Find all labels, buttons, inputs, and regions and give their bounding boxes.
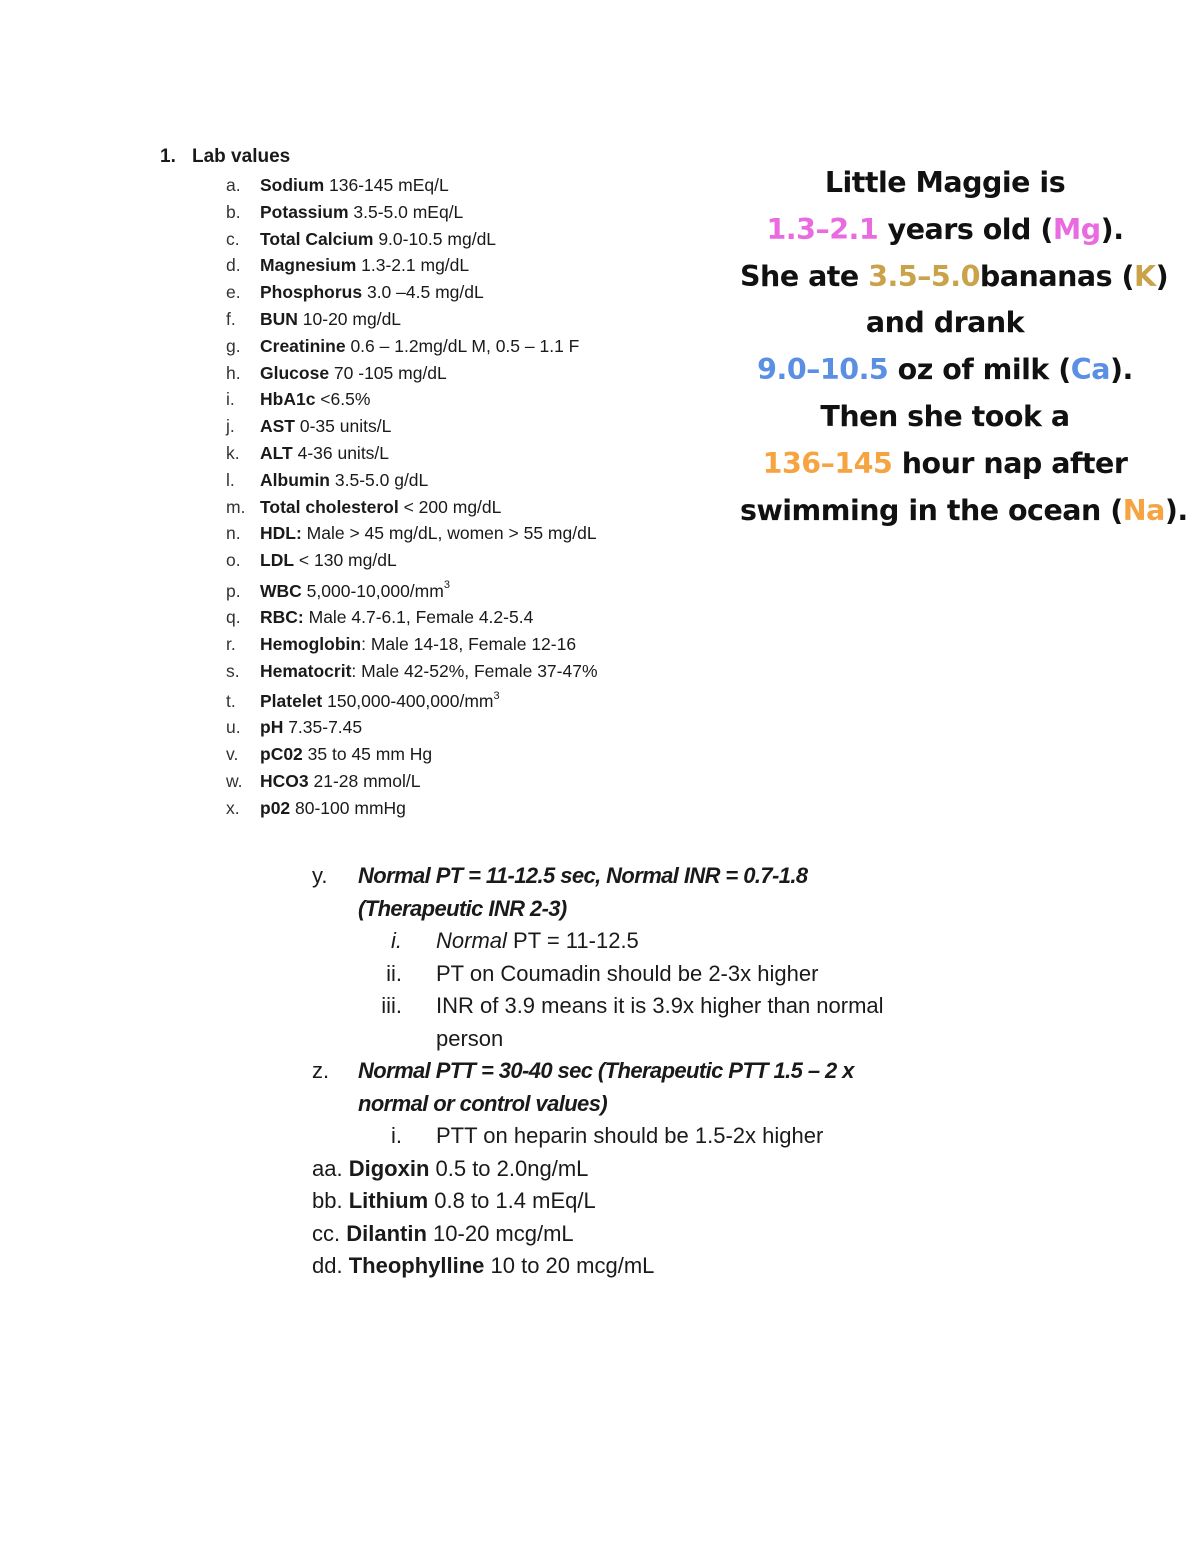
mnemonic-line [740, 207, 1150, 254]
mnemonic-text: ). [1100, 212, 1124, 246]
lab-value: Male 4.7-6.1, Female 4.2-5.4 [303, 606, 534, 627]
section-title: Lab values [192, 146, 291, 167]
list-marker: h. [226, 362, 241, 383]
lab-item-potassium [226, 199, 786, 226]
lab-item-po2 [226, 795, 786, 822]
list-marker: g. [226, 335, 241, 356]
lab-item-sodium [226, 172, 786, 199]
list-marker: z. [312, 1058, 330, 1083]
mnemonic-text: hour nap after [892, 446, 1128, 480]
lab-name: HDL: [260, 523, 302, 544]
drug-text [349, 1188, 596, 1213]
drug-value: 10 to 20 mcg/mL [484, 1253, 655, 1278]
potassium-range: 3.5–5.0 [868, 259, 980, 293]
list-marker: m. [226, 496, 246, 517]
lab-value: : Male 14-18, Female 12-16 [361, 633, 577, 654]
lab-name: Platelet [260, 691, 323, 712]
lab-name: Phosphorus [260, 282, 363, 303]
lab-item-phosphorus [226, 279, 786, 306]
list-marker: a. [226, 175, 241, 195]
pt-inr-heading: Normal PT = 11-12.5 sec, Normal INR = 0.7-1.8 (Therapeutic INR 2-3) [358, 863, 808, 921]
lab-value: 3.0 –4.5 mg/dL [362, 282, 484, 303]
mnemonic-text: Little Maggie is [824, 166, 1066, 199]
lab-item-albumin [226, 467, 786, 494]
drug-name: Lithium [348, 1188, 429, 1213]
sub-item-value: PT = 11-12.5 [506, 928, 639, 953]
sub-list-item [312, 1120, 892, 1153]
list-marker: k. [226, 442, 240, 463]
lab-value: 0.6 – 1.2mg/dL M, 0.5 – 1.1 F [345, 335, 580, 356]
mnemonic-line [740, 254, 1169, 301]
lab-value: : Male 42-52%, Female 37-47% [351, 660, 598, 681]
mnemonic-line [740, 441, 1150, 488]
ptt-heading: Normal PTT = 30-40 sec (Therapeutic PTT 1.5 – 2 x normal or control values) [358, 1058, 854, 1116]
lab-name: HbA1c [260, 389, 316, 410]
lab-value: 10-20 mg/dL [297, 308, 402, 329]
mnemonic-text: swimming in the ocean ( [740, 493, 1123, 527]
lab-value: 3.5-5.0 mEq/L [348, 201, 464, 222]
lab-item-ldl [226, 547, 786, 574]
lab-value: 80-100 mmHg [290, 797, 406, 818]
lab-item-hemoglobin [226, 631, 786, 658]
lab-name: BUN [260, 308, 298, 329]
list-marker: q. [226, 606, 241, 627]
lab-item-rbc [226, 604, 786, 631]
list-item-digoxin [312, 1153, 892, 1186]
sub-item-text: PTT on heparin should be 1.5-2x higher [436, 1123, 824, 1148]
lab-item-total-calcium [226, 226, 786, 253]
sub-item-text: PT on Coumadin should be 2-3x higher [436, 960, 819, 986]
mnemonic-line [740, 394, 1150, 441]
lab-item-magnesium [226, 252, 786, 279]
list-marker: s. [226, 660, 240, 681]
mnemonic-text: She ate [740, 259, 869, 293]
mnemonic-text: years old ( [878, 212, 1053, 246]
lab-value: < 130 mg/dL [294, 550, 397, 571]
lab-value: 3.5-5.0 g/dL [330, 469, 429, 490]
list-marker: i. [391, 928, 402, 953]
list-marker: d. [226, 255, 241, 276]
lab-name: Magnesium [260, 255, 357, 276]
section-number: 1. [160, 146, 176, 167]
list-marker: dd. [312, 1253, 343, 1278]
lab-item-creatinine [226, 333, 786, 360]
sub-list-item [312, 958, 892, 991]
lab-value: Male > 45 mg/dL, women > 55 mg/dL [301, 523, 597, 544]
lab-item-ph [226, 714, 786, 741]
drug-value: 10-20 mcg/mL [426, 1220, 574, 1246]
lab-item-bun [226, 306, 786, 333]
potassium-symbol: K [1134, 259, 1156, 293]
list-marker: f. [226, 308, 236, 329]
drug-text [349, 1156, 589, 1181]
lab-value: 5,000-10,000/mm [301, 580, 444, 601]
lab-item-hdl [226, 520, 786, 547]
lab-value: 136-145 mEq/L [324, 175, 449, 195]
lab-item-alt [226, 440, 786, 467]
lab-values-list [226, 172, 786, 822]
list-item-theophylline [312, 1250, 892, 1283]
lab-name: Hematocrit [260, 660, 352, 681]
lab-name: RBC: [260, 606, 304, 627]
lab-name: WBC [260, 580, 302, 601]
mnemonic-text: and drank [865, 306, 1025, 340]
sub-list-item [312, 925, 892, 958]
mnemonic-text: oz of milk ( [888, 353, 1071, 387]
lab-value: <6.5% [315, 389, 371, 410]
list-marker: x. [226, 797, 240, 818]
list-marker: ii. [386, 960, 402, 986]
list-item-ptt [312, 1055, 892, 1120]
lab-name: Creatinine [260, 335, 346, 356]
list-item-lithium [312, 1185, 892, 1218]
lab-name: Sodium [260, 175, 325, 195]
drug-name: Dilantin [346, 1220, 427, 1246]
sub-list-item [312, 990, 892, 1055]
lab-name: pH [260, 717, 284, 738]
lab-value: 150,000-400,000/mm [322, 691, 494, 712]
mnemonic-text: ) [1155, 259, 1169, 293]
drug-value: 0.5 to 2.0ng/mL [429, 1155, 589, 1181]
emphasis-text: Normal [436, 928, 507, 953]
lab-item-hematocrit [226, 658, 786, 685]
lab-name: AST [260, 416, 295, 437]
lab-name: Albumin [260, 469, 330, 490]
drug-text [349, 1253, 655, 1278]
lab-value: 7.35-7.45 [283, 717, 363, 738]
lab-name: ALT [260, 442, 293, 463]
drug-name: Theophylline [348, 1253, 485, 1278]
list-item-dilantin [312, 1218, 892, 1251]
calcium-symbol: Ca [1070, 353, 1110, 387]
lab-value: < 200 mg/dL [398, 496, 502, 517]
lab-value: 4-36 units/L [292, 442, 390, 463]
list-marker: r. [226, 633, 236, 654]
lab-name: Potassium [260, 201, 349, 222]
lab-item-platelet [226, 684, 786, 714]
lab-item-pco2 [226, 741, 786, 768]
sub-item-text: INR of 3.9 means it is 3.9x higher than normal person [436, 993, 884, 1051]
sub-item-text [436, 925, 892, 958]
mnemonic-line [740, 488, 1188, 535]
lab-item-total-cholesterol [226, 494, 786, 521]
list-marker: b. [226, 201, 241, 222]
magnesium-symbol: Mg [1052, 212, 1101, 246]
list-marker: e. [226, 282, 241, 303]
calcium-range: 9.0–10.5 [757, 353, 889, 387]
sodium-symbol: Na [1122, 493, 1165, 527]
lab-value: 9.0-10.5 mg/dL [373, 228, 497, 249]
list-marker: i. [391, 1123, 402, 1148]
mnemonic-line [740, 300, 1150, 347]
drug-value: 0.8 to 1.4 mEq/L [428, 1188, 596, 1213]
lab-value: 21-28 mmol/L [308, 770, 421, 791]
list-marker: iii. [381, 993, 402, 1018]
lab-item-wbc [226, 574, 786, 604]
lab-value: 0-35 units/L [295, 416, 392, 437]
list-marker: c. [226, 228, 240, 249]
sodium-range: 136–145 [762, 446, 893, 480]
section-heading [160, 146, 290, 168]
lab-item-ast [226, 413, 786, 440]
superscript: 3 [443, 579, 450, 592]
list-marker: t. [226, 691, 236, 712]
list-marker: aa. [312, 1155, 343, 1181]
lab-name: LDL [260, 550, 295, 571]
drug-text [346, 1221, 573, 1246]
lab-name: pC02 [260, 744, 303, 765]
list-marker: l. [226, 469, 235, 490]
mnemonic-text: Then she took a [820, 399, 1070, 433]
mnemonic-line [740, 160, 1150, 207]
list-marker: bb. [312, 1188, 343, 1213]
list-marker: j. [226, 416, 235, 437]
list-marker: u. [226, 717, 241, 738]
superscript: 3 [493, 689, 500, 702]
lab-name: Glucose [260, 362, 330, 383]
list-marker: v. [226, 744, 239, 765]
mnemonic-text: ). [1109, 353, 1133, 387]
list-item-pt-inr [312, 860, 892, 925]
list-marker: w. [226, 770, 243, 791]
lab-name: HCO3 [260, 770, 309, 791]
list-marker: o. [226, 550, 241, 571]
mnemonic-note [740, 160, 1188, 534]
lab-item-hba1c [226, 386, 786, 413]
lab-value: 35 to 45 mm Hg [302, 744, 433, 765]
lab-name: Total cholesterol [260, 496, 399, 517]
list-marker: n. [226, 523, 241, 544]
list-marker: i. [226, 389, 235, 410]
mnemonic-line [740, 347, 1150, 394]
drug-name: Digoxin [348, 1155, 430, 1181]
lab-value: 1.3-2.1 mg/dL [356, 255, 470, 276]
lab-item-glucose [226, 360, 786, 387]
list-marker: y. [312, 863, 328, 888]
lab-name: Hemoglobin [260, 633, 362, 654]
list-marker: p. [226, 580, 241, 601]
lab-name: p02 [260, 797, 291, 818]
magnesium-range: 1.3–2.1 [766, 212, 879, 246]
mnemonic-text: ). [1164, 493, 1188, 527]
coag-drug-list [312, 860, 892, 1283]
lab-name: Total Calcium [260, 228, 374, 249]
lab-item-hco3 [226, 768, 786, 795]
list-marker: cc. [312, 1220, 341, 1246]
lab-value: 70 -105 mg/dL [329, 362, 447, 383]
mnemonic-text: bananas ( [979, 259, 1135, 293]
